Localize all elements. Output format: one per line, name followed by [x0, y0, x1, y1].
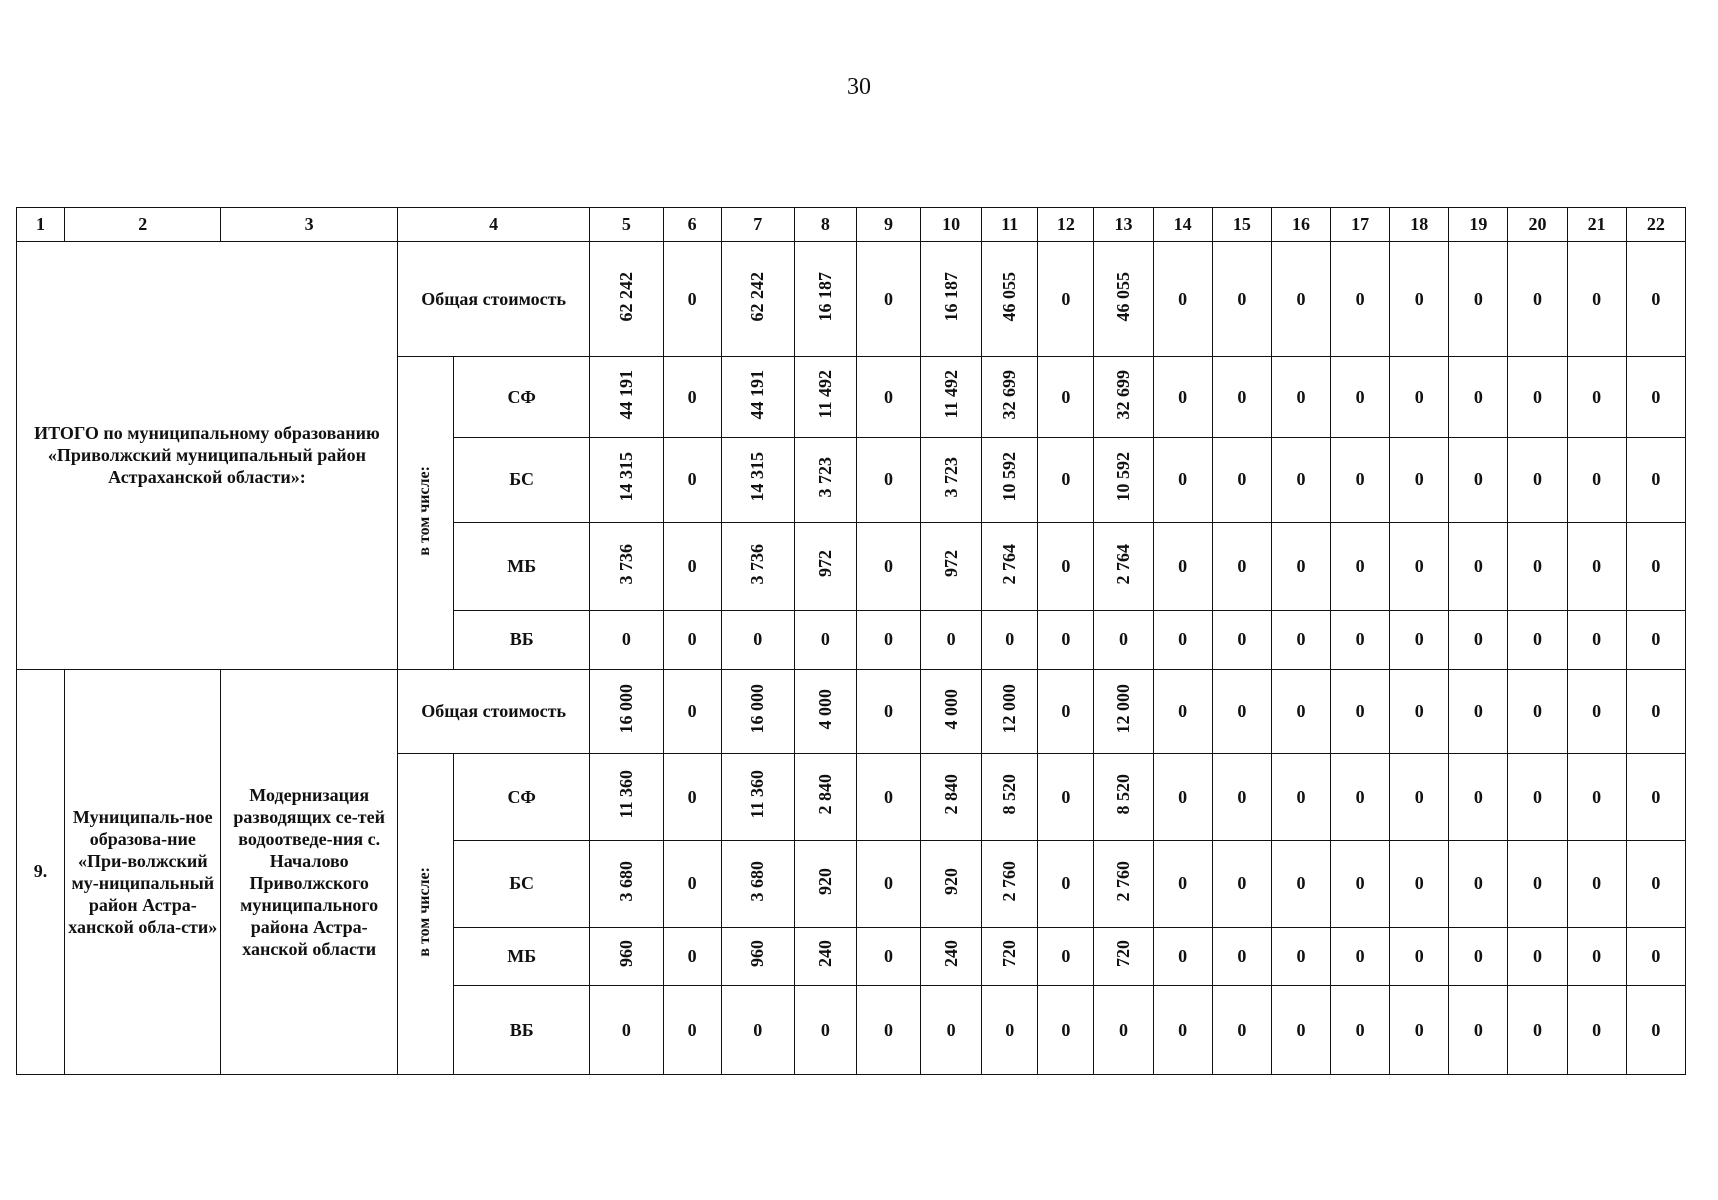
value-cell: 0	[1331, 357, 1390, 438]
value-cell: 0	[1271, 437, 1330, 522]
value-cell: 0	[921, 611, 982, 669]
value-cell: 0	[1449, 669, 1508, 754]
value-cell: 0	[1271, 927, 1330, 985]
value-cell: 0	[794, 986, 856, 1075]
value-cell: 0	[1626, 522, 1685, 611]
value-text: 12 000	[1113, 684, 1134, 734]
value-text: 62 242	[615, 271, 636, 322]
value-cell: 0	[1508, 754, 1567, 841]
value-cell: 0	[1390, 927, 1449, 985]
row-label: СФ	[454, 357, 590, 438]
value-cell: 0	[1153, 357, 1212, 438]
value-cell	[1094, 927, 1153, 985]
value-cell	[794, 927, 856, 985]
value-cell: 0	[982, 611, 1038, 669]
value-cell: 0	[1567, 242, 1626, 357]
value-cell: 0	[1153, 611, 1212, 669]
value-text: 2 840	[940, 774, 961, 815]
column-header-6: 6	[663, 208, 721, 242]
row-label: Общая стоимость	[397, 669, 589, 754]
total-title: ИТОГО по муниципальному образованию «Приволжский муниципальный район Астраханской области»:	[17, 242, 398, 669]
value-text: 2 764	[1113, 543, 1134, 585]
value-cell	[982, 242, 1038, 357]
value-cell: 0	[1153, 927, 1212, 985]
value-cell	[721, 522, 794, 611]
value-cell: 0	[1567, 357, 1626, 438]
value-cell: 0	[856, 242, 920, 357]
value-cell: 0	[663, 841, 721, 928]
value-cell: 0	[1271, 611, 1330, 669]
municipality-name: Муниципаль-ное образова-ние «При-волжский му-ниципальный район Астра-ханской обла-сти»	[65, 669, 221, 1074]
value-cell: 0	[1212, 242, 1271, 357]
value-text: 11 492	[940, 370, 961, 419]
value-cell: 0	[1212, 669, 1271, 754]
value-cell: 0	[1626, 986, 1685, 1075]
value-cell: 0	[856, 841, 920, 928]
column-header-22: 22	[1626, 208, 1685, 242]
value-text: 3 736	[747, 543, 768, 585]
value-text: 16 187	[814, 271, 835, 322]
value-cell: 0	[1094, 611, 1153, 669]
value-cell: 0	[856, 357, 920, 438]
including-text: в том числе:	[416, 465, 434, 556]
column-header-8: 8	[794, 208, 856, 242]
value-text: 960	[747, 940, 768, 968]
value-cell: 0	[921, 986, 982, 1075]
value-cell	[921, 927, 982, 985]
value-text: 240	[940, 940, 961, 968]
value-cell: 0	[856, 522, 920, 611]
value-cell: 0	[1626, 841, 1685, 928]
row-label: БС	[454, 841, 590, 928]
value-cell: 0	[1271, 357, 1330, 438]
value-cell: 0	[1567, 437, 1626, 522]
value-text: 2 840	[814, 774, 835, 815]
value-cell: 0	[1153, 522, 1212, 611]
value-text: 11 360	[615, 770, 636, 819]
value-text: 10 592	[1113, 452, 1134, 502]
value-cell: 0	[1153, 986, 1212, 1075]
value-cell: 0	[1626, 611, 1685, 669]
total-row	[17, 242, 1686, 357]
value-cell: 0	[1331, 437, 1390, 522]
value-cell: 0	[1567, 754, 1626, 841]
value-cell: 0	[1390, 669, 1449, 754]
value-text: 14 315	[747, 452, 768, 502]
value-cell	[921, 669, 982, 754]
value-cell: 0	[794, 611, 856, 669]
value-text: 16 000	[747, 684, 768, 734]
value-cell: 0	[1449, 841, 1508, 928]
value-cell: 0	[663, 669, 721, 754]
value-text: 972	[940, 550, 961, 578]
value-cell	[982, 357, 1038, 438]
value-cell: 0	[1038, 669, 1094, 754]
value-cell: 0	[1390, 437, 1449, 522]
value-cell: 0	[1038, 242, 1094, 357]
value-cell	[982, 669, 1038, 754]
value-cell: 0	[1153, 437, 1212, 522]
value-cell: 0	[663, 357, 721, 438]
including-label	[397, 357, 453, 669]
value-cell	[794, 242, 856, 357]
value-cell: 0	[856, 437, 920, 522]
value-cell: 0	[1449, 357, 1508, 438]
value-text: 720	[999, 940, 1020, 968]
value-text: 3 680	[747, 861, 768, 902]
value-cell: 0	[1508, 242, 1567, 357]
value-cell: 0	[1567, 927, 1626, 985]
column-header-13: 13	[1094, 208, 1153, 242]
value-cell	[921, 522, 982, 611]
value-cell	[721, 242, 794, 357]
value-cell: 0	[1449, 522, 1508, 611]
value-cell	[794, 437, 856, 522]
column-header-15: 15	[1212, 208, 1271, 242]
value-cell: 0	[663, 242, 721, 357]
value-cell	[1094, 242, 1153, 357]
value-cell: 0	[1331, 242, 1390, 357]
column-header-2: 2	[65, 208, 221, 242]
column-header-11: 11	[982, 208, 1038, 242]
value-cell	[721, 437, 794, 522]
value-cell: 0	[1038, 754, 1094, 841]
value-text: 12 000	[999, 684, 1020, 734]
value-text: 11 360	[747, 770, 768, 819]
column-header-18: 18	[1390, 208, 1449, 242]
value-cell: 0	[1567, 611, 1626, 669]
column-header-17: 17	[1331, 208, 1390, 242]
row-label: МБ	[454, 522, 590, 611]
value-cell: 0	[1508, 927, 1567, 985]
value-text: 4 000	[814, 688, 835, 730]
value-cell: 0	[1449, 611, 1508, 669]
value-cell: 0	[590, 611, 663, 669]
value-cell	[982, 522, 1038, 611]
value-cell: 0	[1390, 841, 1449, 928]
value-cell: 0	[1212, 986, 1271, 1075]
value-cell	[1094, 437, 1153, 522]
value-cell	[590, 754, 663, 841]
value-cell: 0	[1626, 437, 1685, 522]
value-cell: 0	[1038, 841, 1094, 928]
value-cell: 0	[1038, 927, 1094, 985]
value-cell: 0	[663, 437, 721, 522]
value-cell: 0	[1449, 242, 1508, 357]
value-cell: 0	[1153, 754, 1212, 841]
row-label: БС	[454, 437, 590, 522]
value-cell	[982, 437, 1038, 522]
value-text: 8 520	[1113, 774, 1134, 815]
value-text: 3 680	[615, 861, 636, 902]
value-cell: 0	[1038, 357, 1094, 438]
page-number: 30	[847, 74, 871, 100]
value-cell: 0	[1508, 841, 1567, 928]
row-label: МБ	[454, 927, 590, 985]
column-header-20: 20	[1508, 208, 1567, 242]
value-text: 920	[814, 867, 835, 895]
value-text: 8 520	[999, 774, 1020, 815]
value-cell: 0	[1390, 357, 1449, 438]
row-label: ВБ	[454, 611, 590, 669]
value-cell: 0	[856, 986, 920, 1075]
value-cell: 0	[1331, 669, 1390, 754]
value-cell: 0	[1390, 522, 1449, 611]
value-cell: 0	[1271, 522, 1330, 611]
value-text: 16 187	[940, 271, 961, 322]
value-text: 3 723	[940, 456, 961, 498]
value-cell	[921, 437, 982, 522]
value-cell: 0	[856, 754, 920, 841]
value-text: 44 191	[747, 369, 768, 420]
value-cell: 0	[1271, 841, 1330, 928]
value-cell: 0	[1626, 357, 1685, 438]
row-label: Общая стоимость	[397, 242, 589, 357]
column-header-19: 19	[1449, 208, 1508, 242]
value-cell: 0	[1626, 927, 1685, 985]
value-cell: 0	[721, 611, 794, 669]
value-cell	[1094, 522, 1153, 611]
value-cell	[921, 357, 982, 438]
value-text: 32 699	[999, 369, 1020, 420]
value-cell: 0	[1331, 522, 1390, 611]
value-text: 62 242	[747, 271, 768, 322]
value-cell: 0	[1508, 611, 1567, 669]
value-cell: 0	[1212, 611, 1271, 669]
value-cell	[1094, 754, 1153, 841]
value-cell: 0	[663, 927, 721, 985]
value-cell: 0	[1212, 754, 1271, 841]
value-text: 2 760	[1113, 861, 1134, 902]
value-cell: 0	[1508, 986, 1567, 1075]
column-header-7: 7	[721, 208, 794, 242]
value-cell	[794, 357, 856, 438]
value-cell: 0	[590, 986, 663, 1075]
column-header-1: 1	[17, 208, 65, 242]
value-text: 3 723	[814, 456, 835, 498]
value-cell	[794, 522, 856, 611]
value-cell: 0	[1567, 522, 1626, 611]
value-text: 11 492	[814, 370, 835, 419]
value-text: 920	[940, 867, 961, 895]
value-cell	[982, 927, 1038, 985]
value-cell: 0	[1508, 357, 1567, 438]
value-cell	[794, 669, 856, 754]
value-cell	[1094, 841, 1153, 928]
value-cell: 0	[1567, 669, 1626, 754]
header-row	[17, 208, 1686, 242]
value-cell: 0	[1567, 841, 1626, 928]
value-cell: 0	[1212, 841, 1271, 928]
value-cell	[982, 754, 1038, 841]
value-cell: 0	[1449, 437, 1508, 522]
value-text: 240	[814, 940, 835, 968]
value-cell: 0	[1508, 437, 1567, 522]
value-cell: 0	[1038, 986, 1094, 1075]
value-cell	[590, 242, 663, 357]
item-number: 9.	[17, 669, 65, 1074]
column-header-10: 10	[921, 208, 982, 242]
value-cell: 0	[1153, 841, 1212, 928]
value-cell: 0	[1331, 841, 1390, 928]
value-text: 46 055	[1113, 271, 1134, 322]
value-cell: 0	[1212, 927, 1271, 985]
value-cell	[721, 357, 794, 438]
row-label: СФ	[454, 754, 590, 841]
value-cell: 0	[1038, 522, 1094, 611]
value-cell: 0	[1626, 669, 1685, 754]
value-cell: 0	[1331, 927, 1390, 985]
value-text: 720	[1113, 940, 1134, 968]
value-cell	[721, 841, 794, 928]
column-header-3: 3	[221, 208, 397, 242]
value-cell: 0	[1153, 242, 1212, 357]
row-label: ВБ	[454, 986, 590, 1075]
value-cell: 0	[1390, 754, 1449, 841]
value-cell: 0	[856, 669, 920, 754]
value-cell: 0	[663, 754, 721, 841]
value-cell: 0	[1153, 669, 1212, 754]
value-cell	[1094, 357, 1153, 438]
value-cell	[921, 841, 982, 928]
value-cell: 0	[1212, 357, 1271, 438]
value-cell: 0	[1038, 611, 1094, 669]
value-cell: 0	[1271, 669, 1330, 754]
item-row	[17, 669, 1686, 754]
value-cell: 0	[663, 986, 721, 1075]
value-cell: 0	[1626, 242, 1685, 357]
value-cell	[1094, 669, 1153, 754]
column-header-16: 16	[1271, 208, 1330, 242]
value-cell: 0	[1331, 611, 1390, 669]
value-cell	[921, 754, 982, 841]
including-text: в том числе:	[416, 866, 434, 957]
value-cell: 0	[1390, 986, 1449, 1075]
value-text: 10 592	[999, 452, 1020, 502]
value-text: 46 055	[999, 271, 1020, 322]
value-text: 16 000	[615, 684, 636, 734]
value-cell	[794, 841, 856, 928]
value-cell	[590, 927, 663, 985]
value-cell: 0	[1212, 522, 1271, 611]
value-cell: 0	[1449, 927, 1508, 985]
value-cell: 0	[1449, 754, 1508, 841]
value-cell: 0	[1271, 754, 1330, 841]
value-text: 4 000	[940, 688, 961, 730]
value-cell: 0	[1094, 986, 1153, 1075]
value-cell: 0	[1331, 986, 1390, 1075]
value-cell: 0	[1212, 437, 1271, 522]
value-cell	[721, 754, 794, 841]
value-cell	[721, 927, 794, 985]
value-text: 3 736	[615, 543, 636, 585]
value-text: 2 760	[999, 861, 1020, 902]
value-cell: 0	[856, 611, 920, 669]
value-text: 960	[615, 940, 636, 968]
value-cell	[794, 754, 856, 841]
value-cell: 0	[1508, 669, 1567, 754]
value-text: 14 315	[615, 452, 636, 502]
value-cell	[721, 669, 794, 754]
value-cell: 0	[1449, 986, 1508, 1075]
value-text: 972	[814, 550, 835, 578]
value-text: 2 764	[999, 543, 1020, 585]
column-header-12: 12	[1038, 208, 1094, 242]
value-cell	[590, 522, 663, 611]
value-cell: 0	[1390, 242, 1449, 357]
value-cell: 0	[856, 927, 920, 985]
value-text: 44 191	[615, 369, 636, 420]
value-cell: 0	[1626, 754, 1685, 841]
value-cell	[982, 841, 1038, 928]
value-cell: 0	[721, 986, 794, 1075]
column-header-14: 14	[1153, 208, 1212, 242]
value-cell	[590, 437, 663, 522]
value-cell: 0	[663, 522, 721, 611]
value-cell: 0	[1271, 986, 1330, 1075]
value-cell: 0	[1038, 437, 1094, 522]
value-cell: 0	[1567, 986, 1626, 1075]
financing-table	[16, 207, 1686, 1075]
column-header-4: 4	[397, 208, 589, 242]
including-label	[397, 754, 453, 1075]
project-name: Модернизация разводящих се-тей водоотведе-ния с. Началово Приволжского муниципального района Астра-ханской области	[221, 669, 397, 1074]
column-header-5: 5	[590, 208, 663, 242]
value-cell	[590, 357, 663, 438]
value-cell: 0	[663, 611, 721, 669]
value-cell: 0	[982, 986, 1038, 1075]
value-cell	[921, 242, 982, 357]
value-cell: 0	[1508, 522, 1567, 611]
value-cell: 0	[1331, 754, 1390, 841]
column-header-21: 21	[1567, 208, 1626, 242]
value-text: 32 699	[1113, 369, 1134, 420]
value-cell	[590, 669, 663, 754]
value-cell	[590, 841, 663, 928]
value-cell: 0	[1390, 611, 1449, 669]
value-cell: 0	[1271, 242, 1330, 357]
column-header-9: 9	[856, 208, 920, 242]
